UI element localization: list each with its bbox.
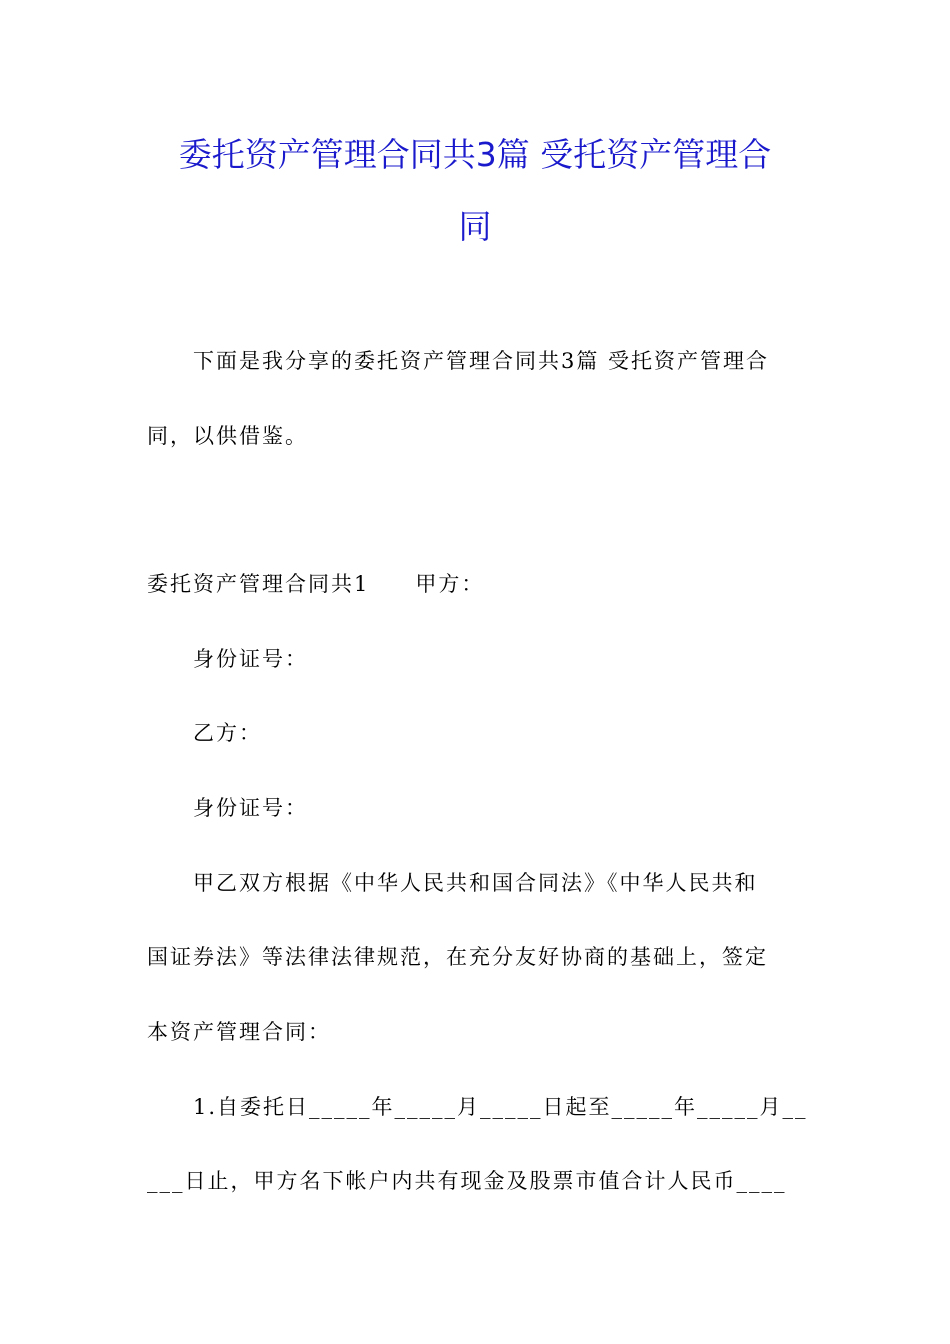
clause-1-line-2: ___日止，甲方名下帐户内共有现金及股票市值合计人民币____	[147, 1169, 787, 1193]
document-title-line-2: 同	[458, 207, 492, 246]
section-1-heading: 委托资产管理合同共1 甲方：	[147, 572, 485, 596]
intro-line-2: 同，以供借鉴。	[147, 424, 308, 448]
paragraph-1-line-3: 本资产管理合同：	[147, 1020, 331, 1044]
intro-line-1: 下面是我分享的委托资产管理合同共3篇 受托资产管理合	[193, 349, 770, 373]
document-title-line-1: 委托资产管理合同共3篇 受托资产管理合	[178, 135, 772, 174]
party-a-id-label: 身份证号：	[193, 647, 308, 671]
paragraph-1-line-1: 甲乙双方根据《中华人民共和国合同法》《中华人民共和	[193, 871, 758, 895]
party-b-id-label: 身份证号：	[193, 796, 308, 820]
clause-1-line-1: 1.自委托日_____年_____月_____日起至_____年_____月__	[193, 1095, 808, 1119]
party-b-label: 乙方：	[193, 721, 262, 745]
paragraph-1-line-2: 国证券法》等法律法律规范，在充分友好协商的基础上，签定	[147, 945, 768, 969]
